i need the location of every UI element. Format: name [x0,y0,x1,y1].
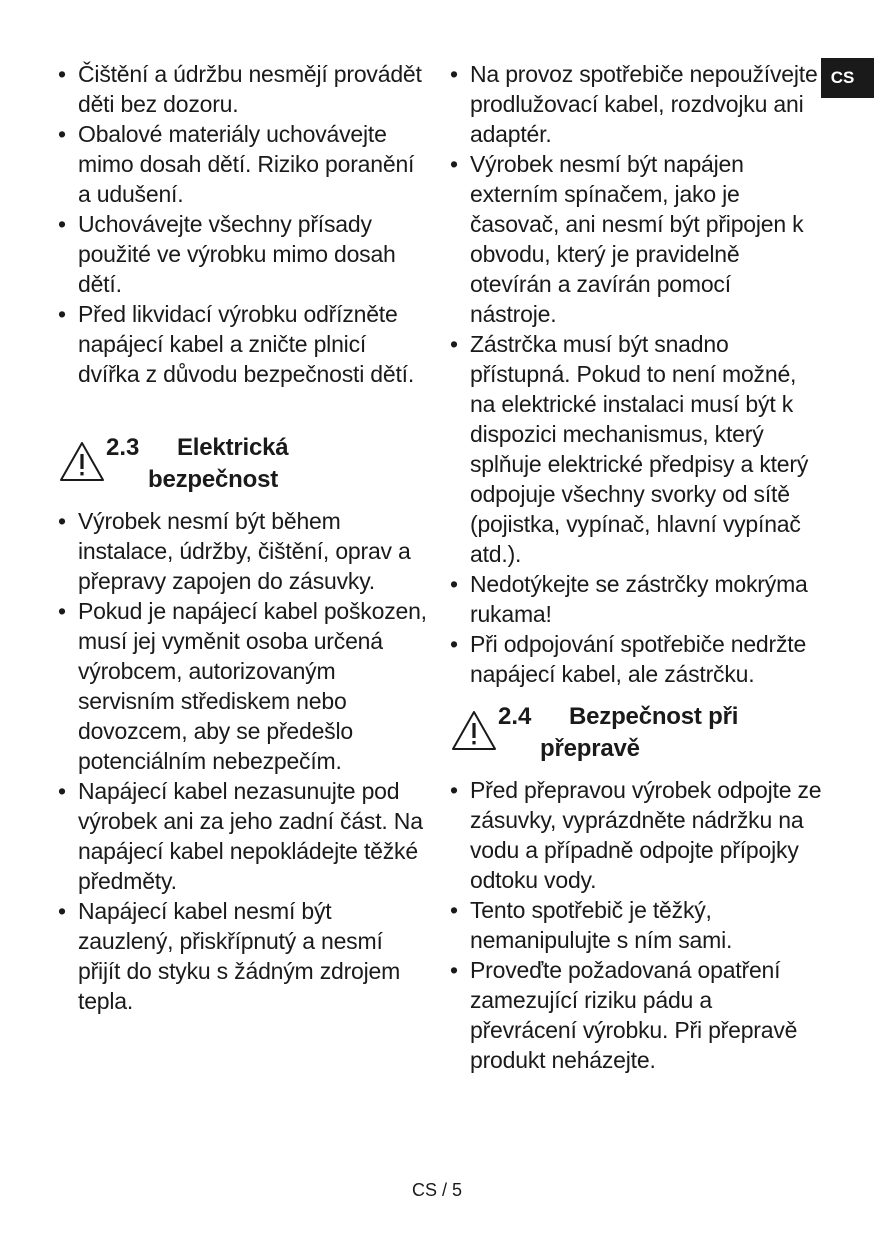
list-item: • Napájecí kabel nezasunujte pod výrobek ani za jeho zadní část. Na napájecí kabel nepokládejte těžké předměty. [58,776,430,896]
list-item: • Nedotýkejte se zástrčky mokrýma rukama! [450,569,822,629]
list-item: • Na provoz spotřebiče nepoužívejte prodlužovací kabel, rozdvojku ani adaptér. [450,59,822,149]
right-intro-list [450,59,822,689]
transport-safety-list [450,775,822,1075]
right-column [450,59,822,1075]
warning-triangle-icon [58,439,106,483]
page-number: CS / 5 [411,1180,463,1200]
section-heading-electrical [58,432,430,496]
list-item: • Zástrčka musí být snadno přístupná. Pokud to není možné, na elektrické instalaci musí být k dispozici mechanismus, který splňuje elektrické předpisy a který odpojuje všechny svorky od sítě (pojistka, vypínač, hlavní vypínač atd.). [450,329,822,569]
list-item: • Čištění a údržbu nesmějí provádět děti bez dozoru. [58,59,430,119]
section-title: Elektrická bezpečnost [148,434,289,493]
list-item: • Výrobek nesmí být napájen externím spínačem, jako je časovač, ani nesmí být připojen k obvodu, který je pravidelně otevírán a zavírán pomocí nástroje. [450,149,822,329]
list-item: • Výrobek nesmí být během instalace, údržby, čištění, oprav a přepravy zapojen do zásuvky. [58,506,430,596]
list-item: • Před likvidací výrobku odřízněte napájecí kabel a zničte plnicí dvířka z důvodu bezpečnosti dětí. [58,299,430,389]
list-item: • Při odpojování spotřebiče nedržte napájecí kabel, ale zástrčku. [450,629,822,689]
section-title: Bezpečnost při přepravě [540,703,739,762]
list-item: • Napájecí kabel nesmí být zauzlený, přiskřípnutý a nesmí přijít do styku s žádným zdrojem tepla. [58,896,430,1016]
left-column [58,59,430,1016]
section-number: 2.4 [498,703,532,730]
list-item: • Obalové materiály uchovávejte mimo dosah dětí. Riziko poranění a udušení. [58,119,430,209]
left-intro-list [58,59,430,389]
warning-triangle-icon [450,708,498,752]
section-heading-transport [450,701,822,765]
list-item: • Tento spotřebič je těžký, nemanipulujte s ním sami. [450,895,822,955]
section-number: 2.3 [106,434,140,461]
list-item: • Před přepravou výrobek odpojte ze zásuvky, vyprázdněte nádržku na vodu a případně odpojte přípojky odtoku vody. [450,775,822,895]
language-tab: CS [821,58,874,98]
list-item: • Pokud je napájecí kabel poškozen, musí jej vyměnit osoba určená výrobcem, autorizovaným servisním střediskem nebo dovozcem, aby se předešlo potenciálním nebezpečím. [58,596,430,776]
electrical-safety-list [58,506,430,1016]
list-item: • Uchovávejte všechny přísady použité ve výrobku mimo dosah dětí. [58,209,430,299]
list-item: • Proveďte požadovaná opatření zamezující riziku pádu a převrácení výrobku. Při přepravě produkt neházejte. [450,955,822,1075]
